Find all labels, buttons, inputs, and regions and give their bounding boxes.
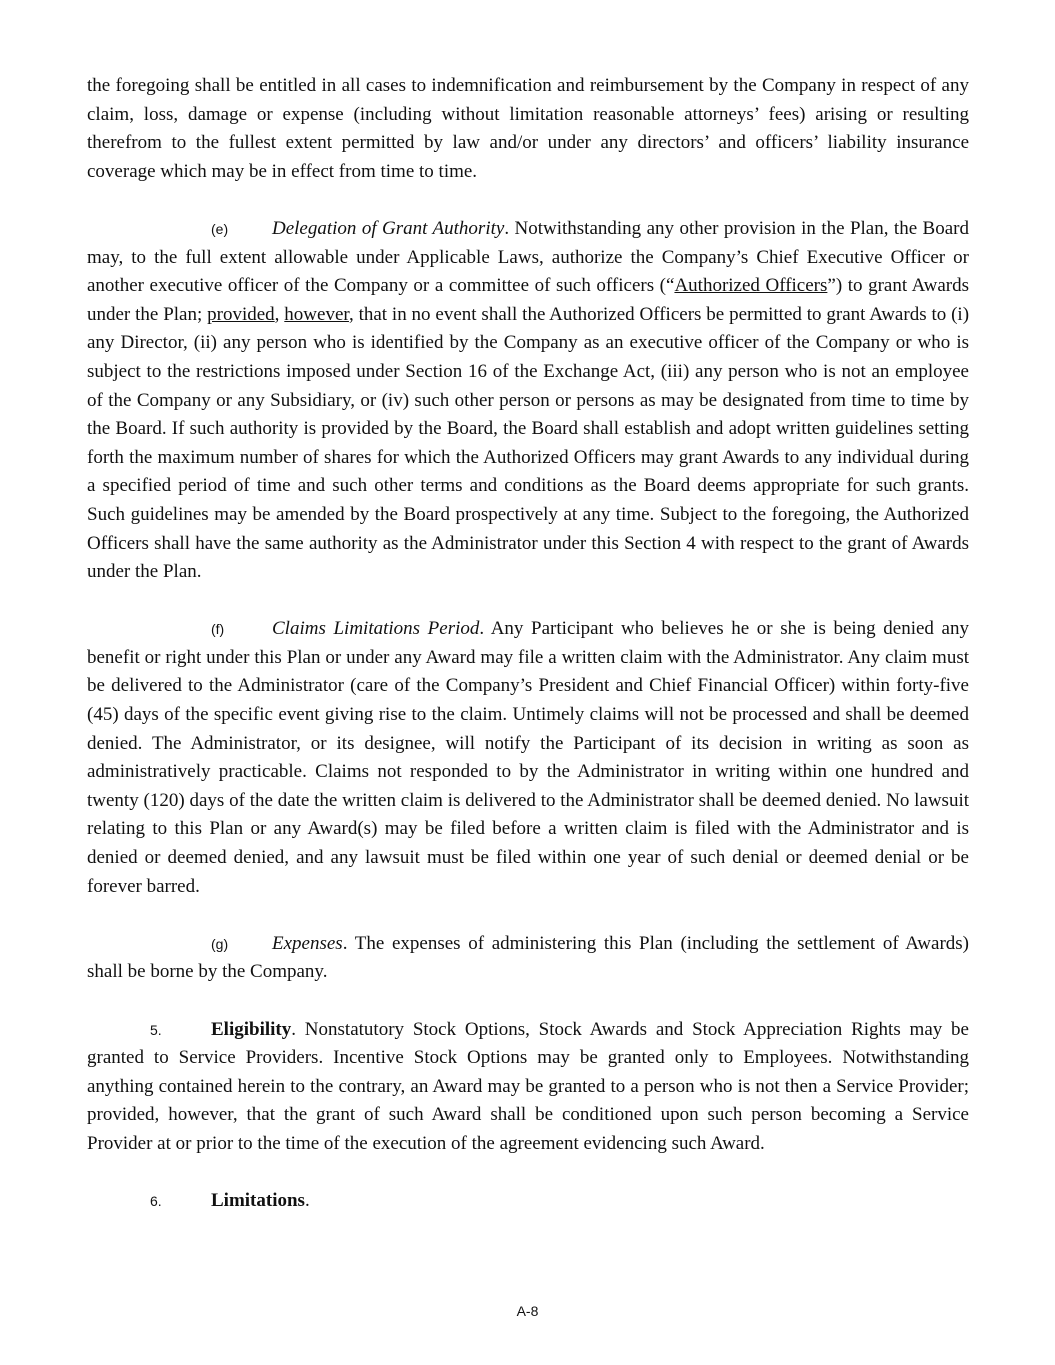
section-g-paragraph <box>87 930 969 987</box>
section-e-comma: , <box>274 303 285 325</box>
provided-term: provided <box>207 303 275 325</box>
section-5-marker: 5. <box>150 1021 162 1038</box>
section-5-heading: Eligibility <box>211 1018 292 1040</box>
section-g-heading: Expenses <box>272 932 343 954</box>
section-e-heading: Delegation of Grant Authority <box>272 217 505 239</box>
section-f-marker: (f) <box>211 621 225 638</box>
intro-text: the foregoing shall be entitled in all cases to indemnification and reimbursement by the Company in respect of any claim, loss, damage or expense (including without limitation reasonable attorneys’ fees) arising or resulting therefrom to the fullest extent permitted by law and/or under any directors’ and officers’ liability insurance coverage which may be in effect from time to time. <box>87 75 969 182</box>
section-6-heading: Limitations <box>211 1190 305 1212</box>
section-6-text: . <box>304 1190 310 1212</box>
section-g-marker: (g) <box>211 935 229 952</box>
section-e-text-2: ”) to grant Awards under the Plan; <box>87 275 970 325</box>
section-5-text: . Nonstatutory Stock Options, Stock Awards and Stock Appreciation Rights may be granted to Service Providers. Incentive Stock Options may be granted only to Employees. Notwithstanding anything contained herein to the contrary, an Award may be granted to a person who is not then a Service Provider; provided, however, that the grant of such Award shall be conditioned upon such person becoming a Service Provider at or prior to the time of the execution of the agreement evidencing such Award. <box>87 1018 969 1154</box>
section-f-text: . Any Participant who believes he or she is being denied any benefit or right under this Plan or under any Award may file a written claim with the Administrator. Any claim must be delivered to the Administrator (care of the Company’s President and Chief Financial Officer) within forty-five (45) days of the specific event giving rise to the claim. Untimely claims will not be processed and shall be deemed denied. The Administrator, or its designee, will notify the Participant of its decision in writing as soon as administratively practicable. Claims not responded to by the Administrator in writing within one hundred and twenty (120) days of the date the written claim is delivered to the Administrator shall be deemed denied. No lawsuit relating to this Plan or any Award(s) may be filed before a written claim is filed with the Administrator and is denied or deemed denied, and any lawsuit must be filed within one year of such denial or deemed denial or be forever barred. <box>87 618 969 897</box>
section-e-paragraph <box>87 215 969 587</box>
section-g-text: . The expenses of administering this Plan (including the settlement of Awards) shall be borne by the Company. <box>87 932 969 983</box>
section-e-text-1: . Notwithstanding any other provision in the Plan, the Board may, to the full extent allowable under Applicable Laws, authorize the Company’s Chief Executive Officer or another executive officer of the Company or a committee of such officers (“ <box>87 217 969 297</box>
defined-term-authorized-officers: Authorized Officers <box>674 275 828 297</box>
section-6-marker: 6. <box>150 1193 162 1210</box>
section-5-paragraph <box>87 1016 969 1159</box>
intro-paragraph <box>87 72 969 186</box>
section-e-text-3: , that in no event shall the Authorized Officers be permitted to grant Awards to (i) any Director, (ii) any person who is identified by the Company as an executive officer of the Company or who is subject to the restrictions imposed under Section 16 of the Exchange Act, (iii) any person who is not an employee of the Company or any Subsidiary, or (iv) such other person or persons as may be designated from time to time by the Board. If such authority is provided by the Board, the Board shall establish and adopt written guidelines setting forth the maximum number of shares for which the Authorized Officers may grant Awards to any individual during a specified period of time and such other terms and conditions as the Board deems appropriate for such grants. Such guidelines may be amended by the Board prospectively at any time. Subject to the foregoing, the Authorized Officers shall have the same authority as the Administrator under this Section 4 with respect to the grant of Awards under the Plan. <box>87 303 970 583</box>
section-f-heading: Claims Limitations Period <box>272 618 480 640</box>
section-f-paragraph <box>87 615 969 901</box>
section-e-marker: (e) <box>211 220 229 237</box>
section-6-paragraph <box>87 1187 969 1216</box>
document-page <box>87 72 969 1216</box>
however-term: however <box>284 303 349 325</box>
page-number: A-8 <box>516 1303 539 1319</box>
